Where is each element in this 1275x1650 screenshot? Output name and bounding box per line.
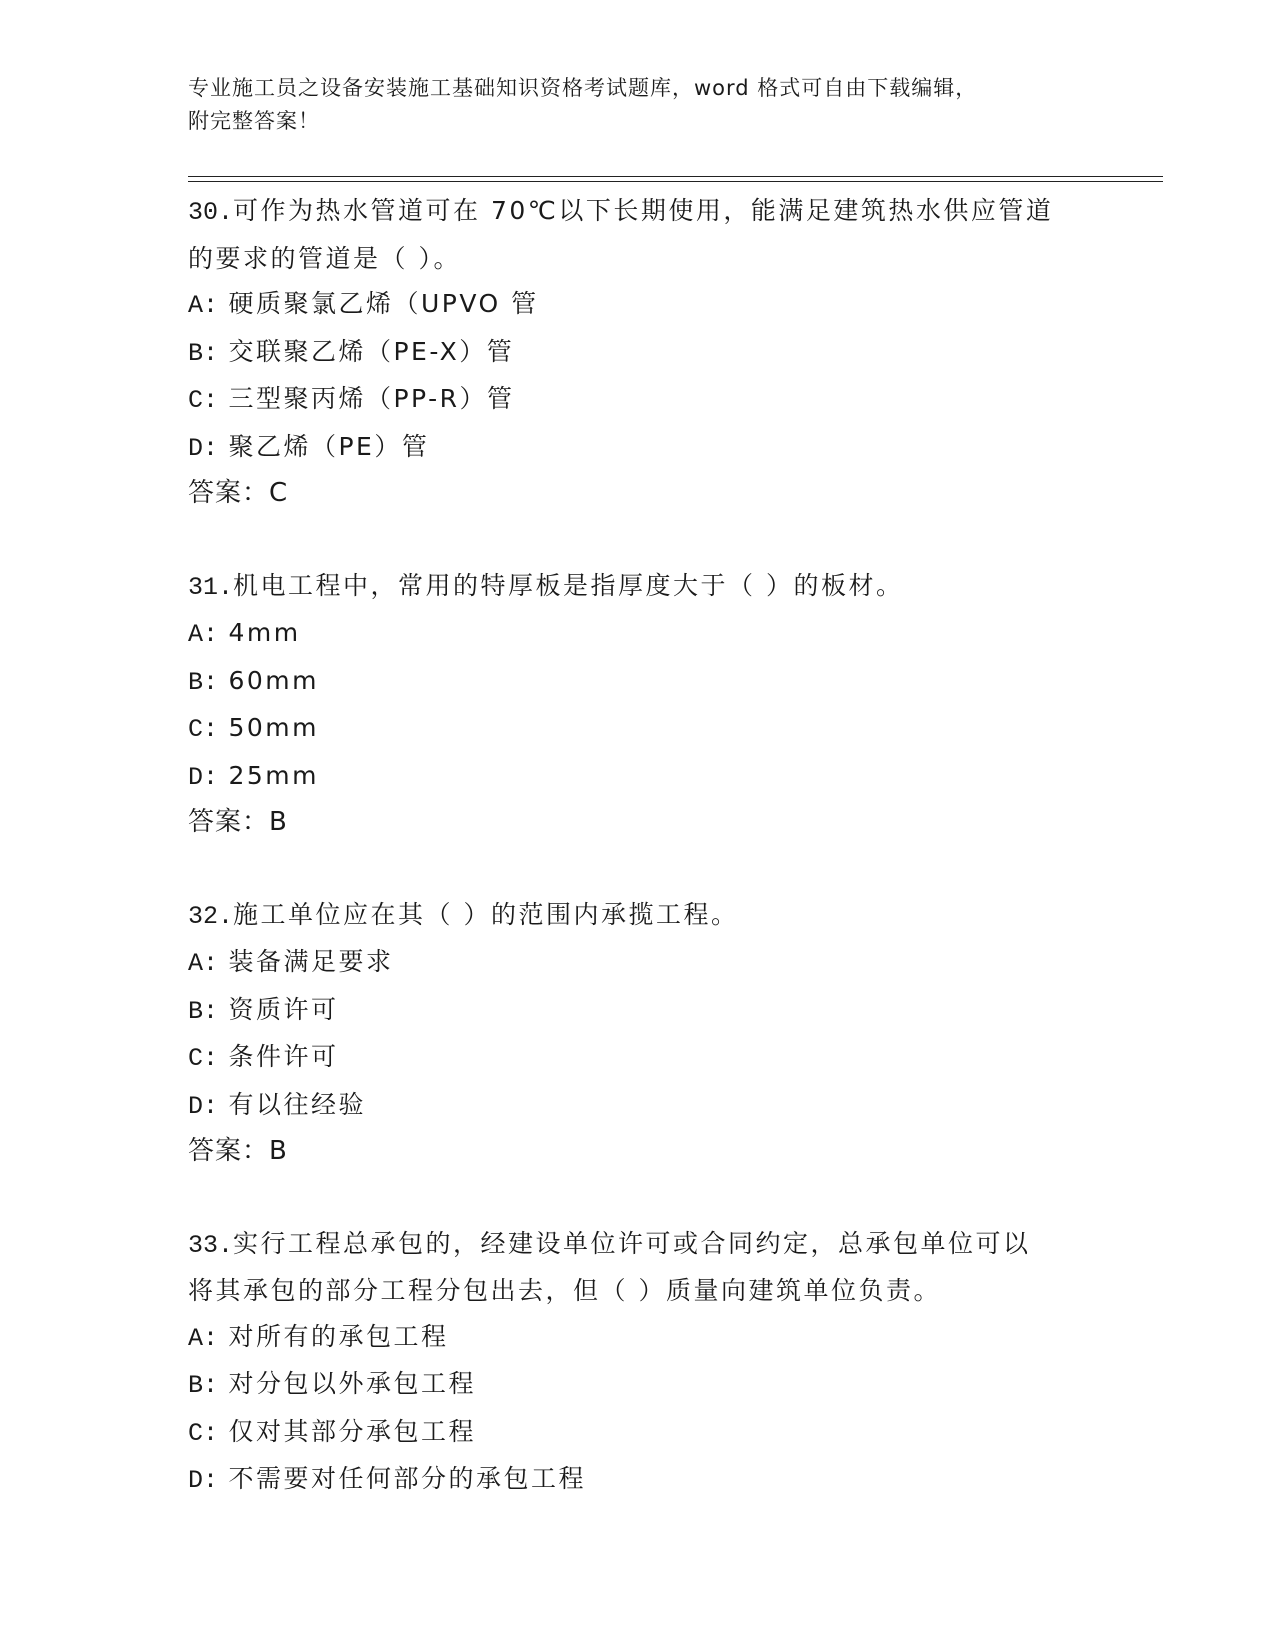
option-c bbox=[188, 705, 1088, 753]
option-text: 装备满足要求 bbox=[228, 947, 394, 976]
option-text: 60mm bbox=[228, 665, 319, 695]
option-letter: B: bbox=[188, 338, 219, 368]
option-letter: B: bbox=[188, 996, 219, 1026]
question-stem-line-1: 可作为热水管道可在 70℃以下长期使用，能满足建筑热水供应管道 bbox=[233, 196, 1054, 225]
option-text: 资质许可 bbox=[228, 994, 339, 1024]
option-letter: C: bbox=[188, 1044, 219, 1073]
option-letter: A: bbox=[188, 949, 219, 978]
question-number: 30. bbox=[188, 198, 234, 227]
option-b bbox=[188, 329, 1088, 377]
question-32 bbox=[188, 892, 1088, 1175]
answer-line: 答案：B bbox=[188, 807, 288, 837]
question-stem-line-2: 将其承包的部分工程分包出去，但（ ）质量向建筑单位负责。 bbox=[188, 1276, 941, 1305]
option-text: 对所有的承包工程 bbox=[228, 1321, 449, 1351]
option-a bbox=[188, 281, 1088, 329]
question-number: 33. bbox=[188, 1230, 234, 1260]
option-b bbox=[188, 658, 1088, 706]
option-a bbox=[188, 610, 1088, 658]
question-stem bbox=[188, 1221, 1088, 1269]
option-text: 50mm bbox=[228, 713, 319, 742]
question-31 bbox=[188, 563, 1088, 846]
option-letter: D: bbox=[188, 762, 219, 792]
header-line-1: 专业施工员之设备安装施工基础知识资格考试题库，word 格式可自由下载编辑， bbox=[188, 76, 978, 100]
option-letter: D: bbox=[188, 1466, 219, 1495]
question-stem-line-1: 施工单位应在其（ ）的范围内承揽工程。 bbox=[233, 899, 739, 929]
option-d bbox=[188, 1456, 1088, 1504]
question-number: 32. bbox=[188, 901, 234, 931]
option-c bbox=[188, 1409, 1088, 1457]
question-stem bbox=[188, 892, 1088, 940]
question-stem bbox=[188, 188, 1088, 236]
header-divider-top bbox=[188, 176, 1163, 177]
option-text: 25mm bbox=[228, 760, 319, 790]
option-a bbox=[188, 1314, 1088, 1362]
header-line-2: 附完整答案！ bbox=[188, 109, 320, 133]
answer-line: 答案：C bbox=[188, 478, 289, 508]
option-b bbox=[188, 987, 1088, 1035]
option-text: 聚乙烯（PE）管 bbox=[228, 431, 430, 461]
option-text: 硬质聚氯乙烯（UPVO 管 bbox=[228, 289, 539, 318]
option-letter: B: bbox=[188, 1371, 219, 1400]
option-letter: C: bbox=[188, 386, 219, 415]
option-text: 仅对其部分承包工程 bbox=[228, 1416, 476, 1446]
question-stem-line-1: 实行工程总承包的，经建设单位许可或合同约定，总承包单位可以 bbox=[233, 1228, 1031, 1258]
question-33 bbox=[188, 1221, 1088, 1504]
question-list bbox=[188, 188, 1088, 1550]
option-c bbox=[188, 1034, 1088, 1082]
option-d bbox=[188, 1082, 1088, 1130]
option-letter: A: bbox=[188, 620, 219, 649]
answer-line: 答案：B bbox=[188, 1136, 288, 1166]
option-letter: A: bbox=[188, 1323, 219, 1353]
option-b bbox=[188, 1361, 1088, 1409]
option-text: 有以往经验 bbox=[228, 1089, 366, 1119]
question-stem-line-2: 的要求的管道是（ ）。 bbox=[188, 243, 461, 273]
question-number: 31. bbox=[188, 572, 234, 602]
question-30 bbox=[188, 188, 1088, 517]
option-letter: A: bbox=[188, 291, 219, 320]
question-stem-line-1: 机电工程中，常用的特厚板是指厚度大于（ ）的板材。 bbox=[233, 570, 904, 600]
option-letter: B: bbox=[188, 667, 219, 697]
option-letter: D: bbox=[188, 1091, 219, 1121]
option-letter: C: bbox=[188, 1418, 219, 1448]
option-text: 对分包以外承包工程 bbox=[228, 1369, 476, 1398]
option-a bbox=[188, 939, 1088, 987]
header-divider-bottom bbox=[188, 181, 1163, 182]
question-stem bbox=[188, 563, 1088, 611]
option-text: 4mm bbox=[228, 618, 301, 647]
document-header bbox=[188, 72, 1088, 138]
option-d bbox=[188, 424, 1088, 472]
option-text: 不需要对任何部分的承包工程 bbox=[228, 1464, 586, 1493]
option-letter: C: bbox=[188, 715, 219, 744]
option-text: 三型聚丙烯（PP-R）管 bbox=[228, 384, 515, 413]
option-text: 条件许可 bbox=[228, 1042, 339, 1071]
option-d bbox=[188, 753, 1088, 801]
option-c bbox=[188, 376, 1088, 424]
option-letter: D: bbox=[188, 433, 219, 463]
option-text: 交联聚乙烯（PE-X）管 bbox=[228, 336, 515, 366]
